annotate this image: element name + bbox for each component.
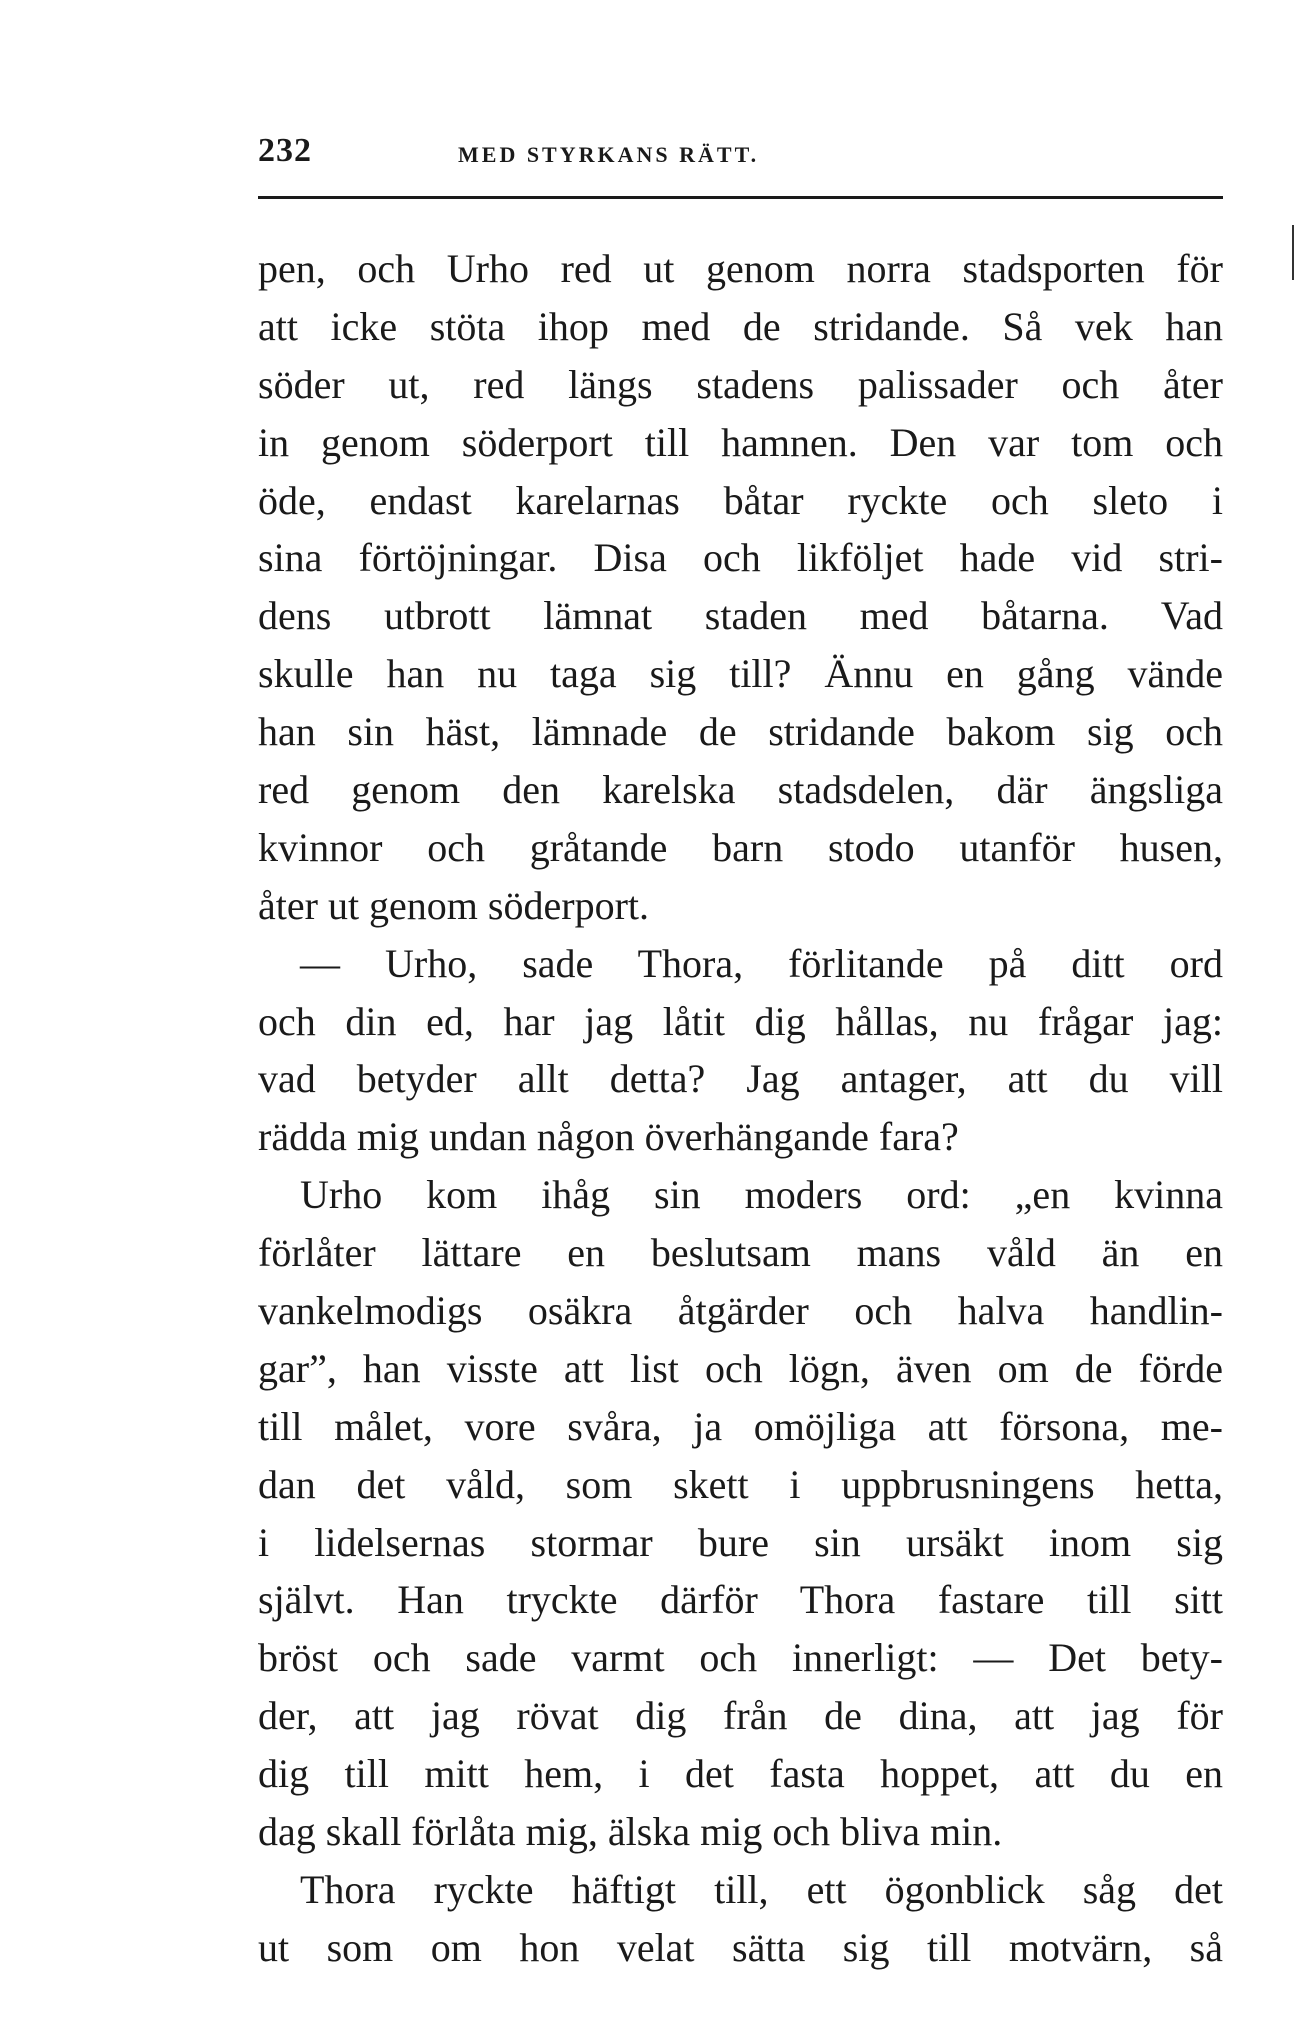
text-line: der, att jag rövat dig från de dina, att jag för (258, 1693, 1223, 1739)
text-line: dag skall förlåta mig, älska mig och bliva min. (258, 1809, 1003, 1855)
text-line: ut som om hon velat sätta sig till motvärn, så (258, 1924, 1223, 1970)
running-head: MED STYRKANS RÄTT. (458, 142, 760, 167)
text-line: — Urho, sade Thora, förlitande på ditt ord (300, 940, 1223, 986)
text-line: självt. Han tryckte därför Thora fastare till sitt (258, 1577, 1223, 1623)
text-line: öde, endast karelarnas båtar ryckte och sleto i (258, 477, 1223, 523)
text-line: sina förtöjningar. Disa och likföljet hade vid stri- (258, 535, 1223, 581)
text-line: i lidelsernas stormar bure sin ursäkt inom sig (258, 1519, 1223, 1565)
text-line: dan det våld, som skett i uppbrusningens hetta, (258, 1461, 1223, 1507)
text-line: red genom den karelska stadsdelen, där ängsliga (258, 767, 1223, 813)
text-line: dens utbrott lämnat staden med båtarna. Vad (258, 593, 1223, 639)
text-line: in genom söderport till hamnen. Den var tom och (258, 419, 1223, 465)
header-rule (258, 196, 1223, 199)
text-line: Urho kom ihåg sin moders ord: „en kvinna (300, 1172, 1223, 1218)
text-line: och din ed, har jag låtit dig hållas, nu frågar jag: (258, 998, 1223, 1044)
text-line: att icke stöta ihop med de stridande. Så vek han (258, 303, 1223, 349)
text-line: Thora ryckte häftigt till, ett ögonblick såg det (300, 1866, 1223, 1912)
text-line: förlåter lättare en beslutsam mans våld än en (258, 1230, 1223, 1276)
text-line: dig till mitt hem, i det fasta hoppet, att du en (258, 1751, 1223, 1797)
page-header (258, 132, 1223, 192)
text-line: gar”, han visste att list och lögn, även om de förde (258, 1345, 1223, 1391)
text-line: till målet, vore svåra, ja omöjliga att försona, me- (258, 1403, 1223, 1449)
text-line: vankelmodigs osäkra åtgärder och halva handlin- (258, 1288, 1223, 1334)
text-line: skulle han nu taga sig till? Ännu en gång vände (258, 651, 1223, 697)
text-line: vad betyder allt detta? Jag antager, att du vill (258, 1056, 1223, 1102)
text-line: kvinnor och gråtande barn stodo utanför husen, (258, 824, 1223, 870)
text-line: pen, och Urho red ut genom norra stadsporten för (258, 246, 1223, 291)
text-line: rädda mig undan någon överhängande fara? (258, 1114, 959, 1160)
body-text (258, 240, 1223, 1977)
text-line: söder ut, red längs stadens palissader och åter (258, 361, 1223, 407)
text-line: åter ut genom söderport. (258, 882, 649, 928)
text-line: han sin häst, lämnade de stridande bakom sig och (258, 709, 1223, 755)
page-number: 232 (258, 132, 312, 169)
text-line: bröst och sade varmt och innerligt: — Det bety- (258, 1635, 1223, 1681)
margin-mark (1292, 225, 1294, 280)
